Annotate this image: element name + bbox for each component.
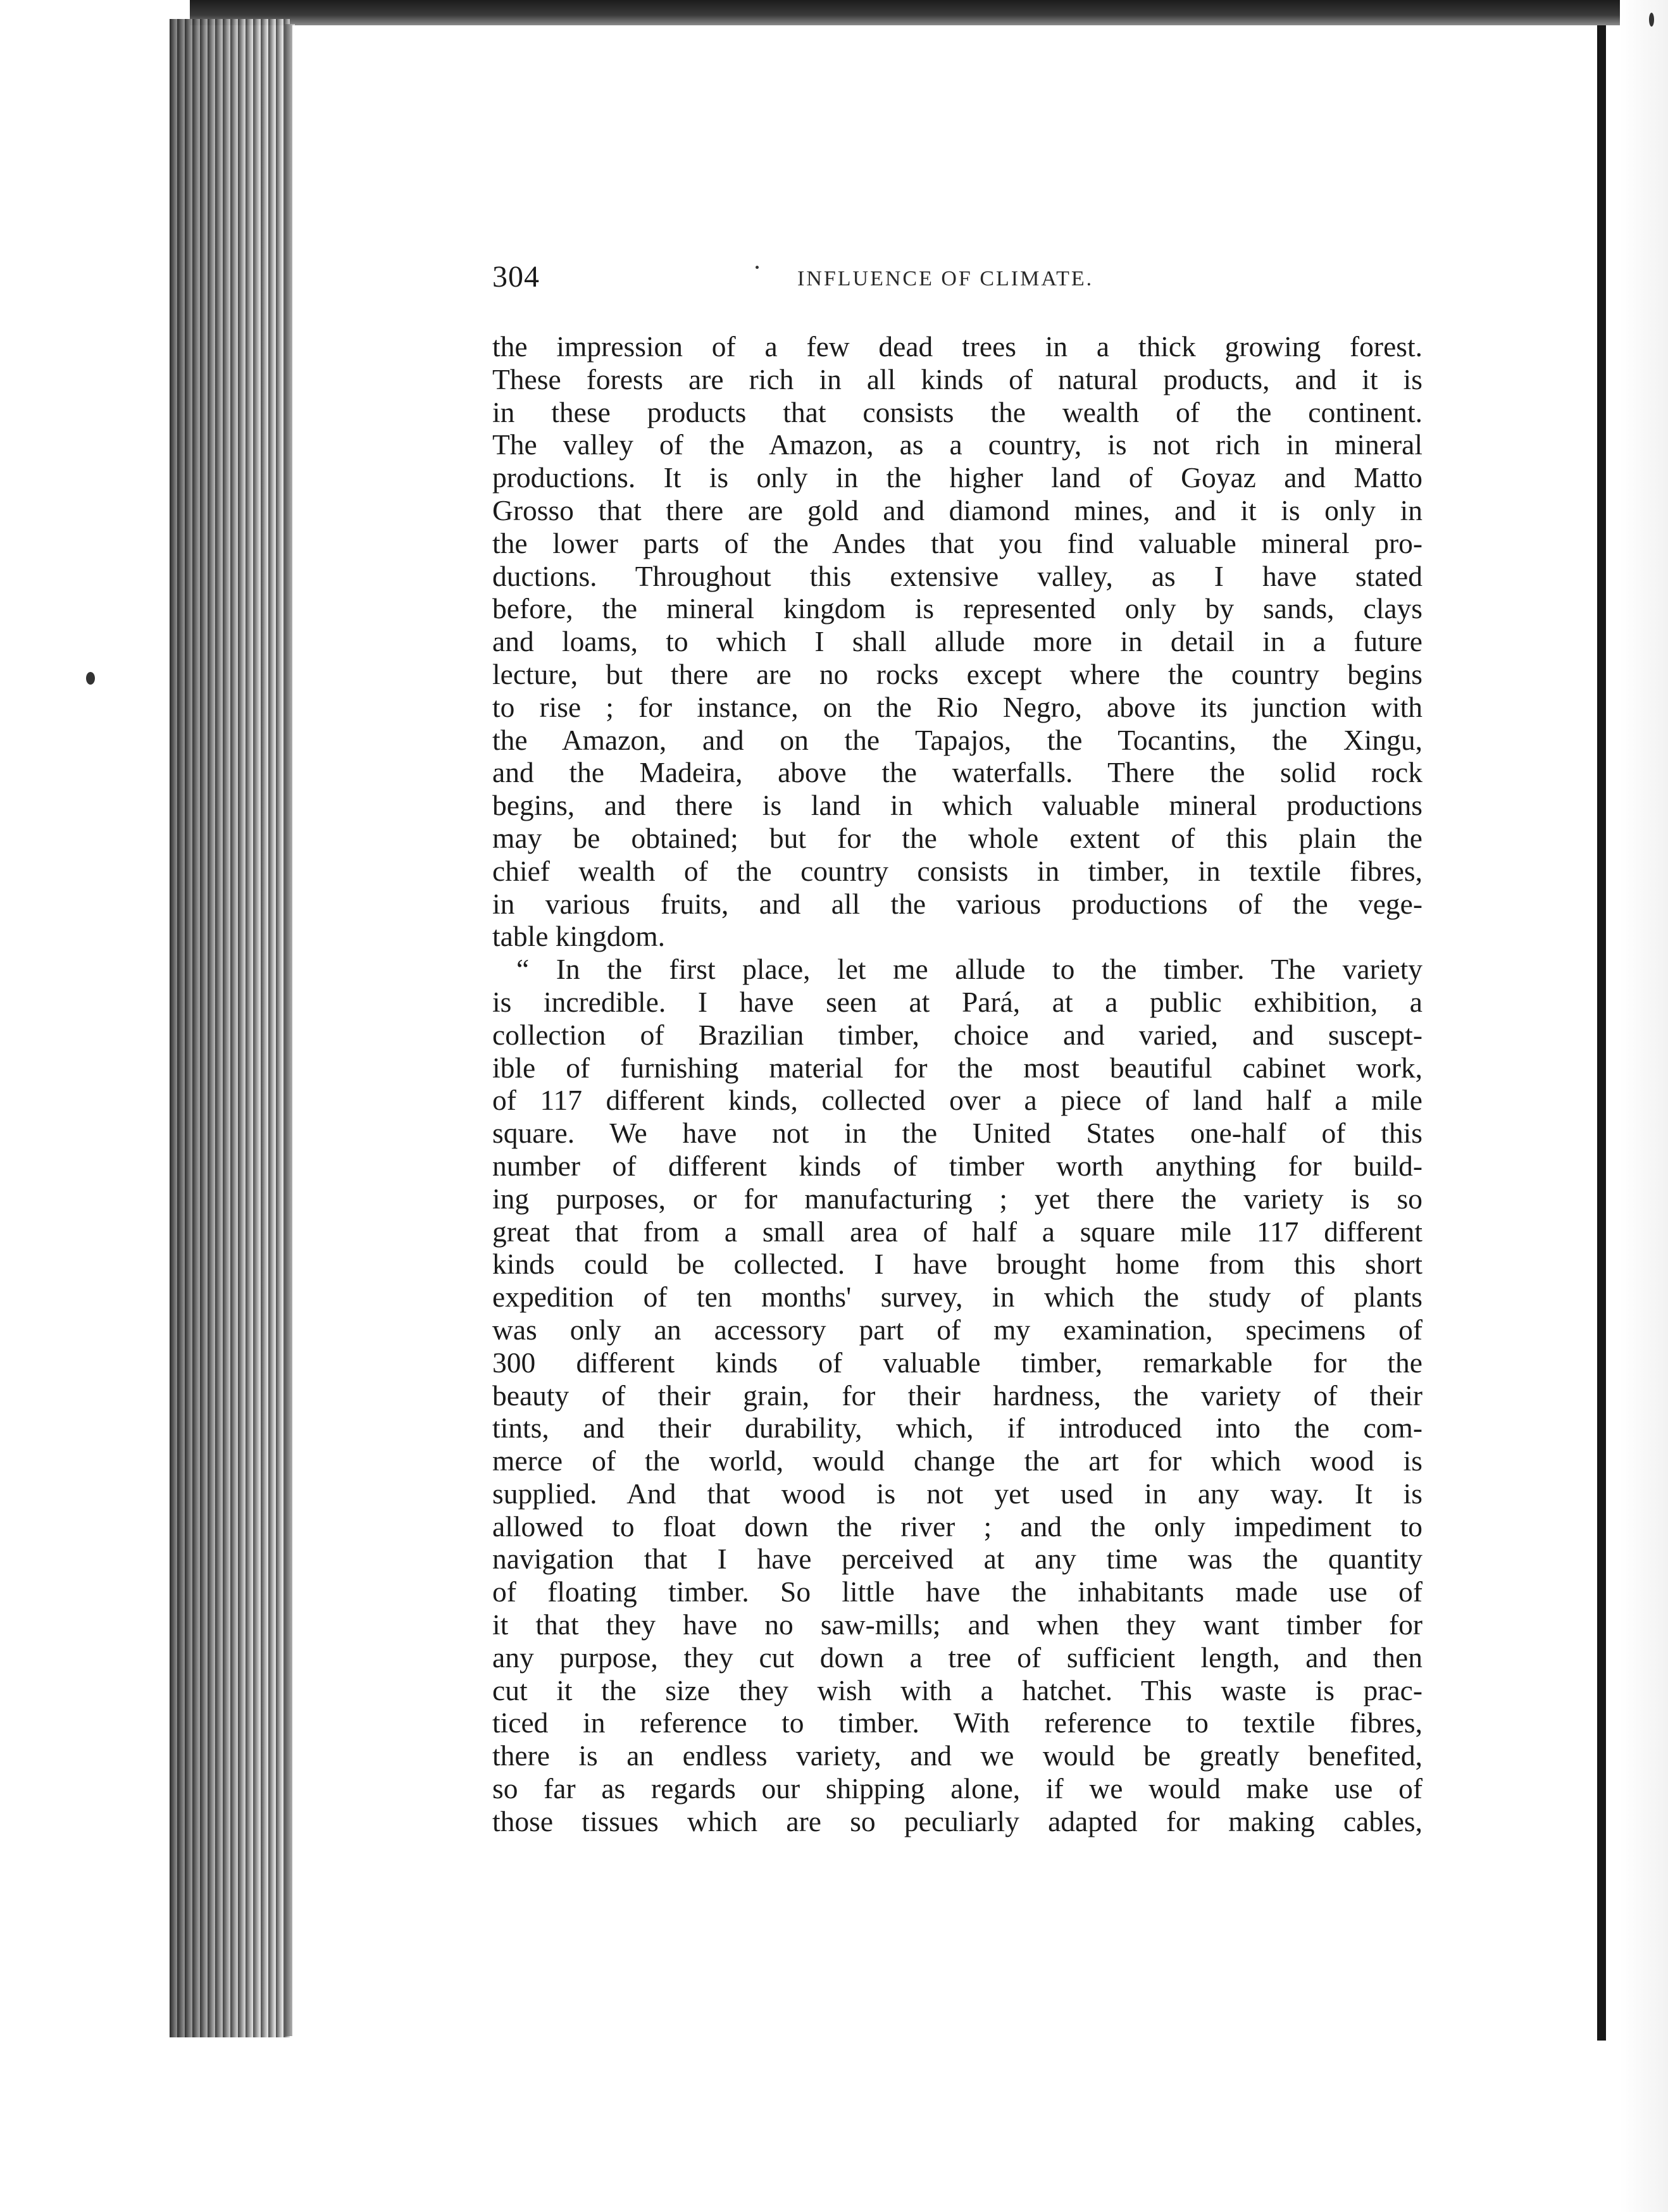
text-line: ing purposes, or for manufacturing ; yet there the variety is so xyxy=(492,1182,1422,1215)
text-line: chief wealth of the country consists in timber, in textile fibres, xyxy=(492,854,1422,887)
text-line: in these products that consists the wealth of the continent. xyxy=(492,395,1422,428)
text-line: The valley of the Amazon, as a country, is not rich in mineral xyxy=(492,428,1422,461)
text-line: “ In the first place, let me allude to the timber. The variety xyxy=(516,953,1422,986)
text-line: and the Madeira, above the waterfalls. There the solid rock xyxy=(492,756,1422,789)
text-line: merce of the world, would change the art for which wood is xyxy=(492,1445,1422,1477)
body-text xyxy=(492,330,1422,1838)
text-line: These forests are rich in all kinds of natural products, and it is xyxy=(492,363,1422,395)
text-line: before, the mineral kingdom is represented only by sands, clays xyxy=(492,592,1422,625)
text-line: it that they have no saw-mills; and when they want timber for xyxy=(492,1608,1422,1641)
text-line: there is an endless variety, and we would be greatly benefited, xyxy=(492,1739,1422,1772)
text-line: and loams, to which I shall allude more in detail in a future xyxy=(492,625,1422,658)
text-line: those tissues which are so peculiarly adapted for making cables, xyxy=(492,1805,1422,1837)
text-line: expedition of ten months' survey, in which the study of plants xyxy=(492,1281,1422,1314)
text-line: number of different kinds of timber worth anything for build- xyxy=(492,1149,1422,1182)
text-line: may be obtained; but for the whole extent of this plain the xyxy=(492,821,1422,854)
facing-page-margin xyxy=(1620,0,1668,2212)
text-line: table kingdom. xyxy=(492,920,665,953)
text-line: Grosso that there are gold and diamond mines, and it is only in xyxy=(492,494,1422,526)
text-line: is incredible. I have seen at Pará, at a public exhibition, a xyxy=(492,985,1422,1018)
text-line: supplied. And that wood is not yet used in any way. It is xyxy=(492,1477,1422,1510)
scan-top-edge xyxy=(190,0,1668,25)
text-line: the lower parts of the Andes that you find valuable mineral pro- xyxy=(492,526,1422,559)
text-line: square. We have not in the United States one-half of this xyxy=(492,1117,1422,1150)
scan-speck xyxy=(1649,13,1654,27)
text-line: in various fruits, and all the various productions of the vege- xyxy=(492,887,1422,920)
running-title: INFLUENCE OF CLIMATE. xyxy=(797,267,1094,290)
text-line: to rise ; for instance, on the Rio Negro, above its junction with xyxy=(492,690,1422,723)
text-line: kinds could be collected. I have brought home from this short xyxy=(492,1248,1422,1281)
text-line: lecture, but there are no rocks except where the country begins xyxy=(492,657,1422,690)
book-edge-shadow xyxy=(170,19,290,2037)
text-line: tints, and their durability, which, if introduced into the com- xyxy=(492,1412,1422,1445)
text-line: ible of furnishing material for the most beautiful cabinet work, xyxy=(492,1051,1422,1084)
text-line: of floating timber. So little have the inhabitants made use of xyxy=(492,1575,1422,1608)
text-line: ductions. Throughout this extensive valley, as I have stated xyxy=(492,559,1422,592)
text-line: productions. It is only in the higher land of Goyaz and Matto xyxy=(492,461,1422,494)
scan-speck xyxy=(86,672,95,685)
facing-page-edge xyxy=(1597,25,1606,2041)
text-line: the Amazon, and on the Tapajos, the Tocantins, the Xingu, xyxy=(492,723,1422,756)
text-line: great that from a small area of half a square mile 117 different xyxy=(492,1215,1422,1248)
text-line: the impression of a few dead trees in a thick growing forest. xyxy=(492,330,1422,363)
text-line: allowed to float down the river ; and the only impediment to xyxy=(492,1510,1422,1543)
text-line: 300 different kinds of valuable timber, remarkable for the xyxy=(492,1346,1422,1379)
text-line: so far as regards our shipping alone, if we would make use of xyxy=(492,1772,1422,1805)
text-line: collection of Brazilian timber, choice and varied, and suscept- xyxy=(492,1018,1422,1051)
text-line: of 117 different kinds, collected over a piece of land half a mile xyxy=(492,1084,1422,1117)
text-line: cut it the size they wish with a hatchet. This waste is prac- xyxy=(492,1674,1422,1706)
text-line: navigation that I have perceived at any time was the quantity xyxy=(492,1543,1422,1575)
text-line: begins, and there is land in which valuable mineral productions xyxy=(492,789,1422,822)
text-line: beauty of their grain, for their hardness, the variety of their xyxy=(492,1379,1422,1412)
running-head xyxy=(492,259,1422,304)
page-number: 304 xyxy=(492,260,540,294)
text-line: was only an accessory part of my examination, specimens of xyxy=(492,1313,1422,1346)
text-line: any purpose, they cut down a tree of sufficient length, and then xyxy=(492,1641,1422,1674)
text-line: ticed in reference to timber. With reference to textile fibres, xyxy=(492,1706,1422,1739)
